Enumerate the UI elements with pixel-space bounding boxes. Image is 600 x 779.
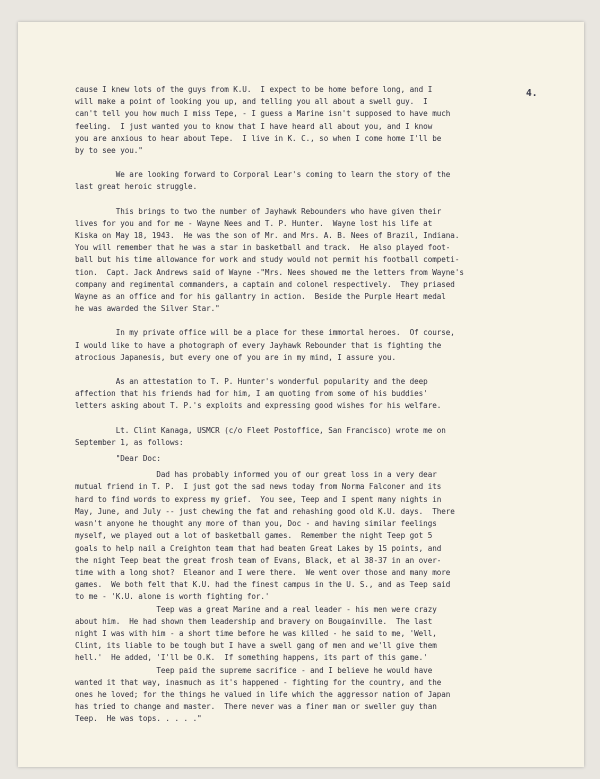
text-line: wasn't anyone he thought any more of than you, Doc - and having similar feelings [75, 519, 437, 529]
text-line: goals to help nail a Creighton team that had beaten Great Lakes by 15 points, and [75, 543, 442, 553]
text-line: to me - 'K.U. alone is worth fighting for.' [75, 592, 270, 602]
text-line: can't tell you how much I miss Tepe, - I guess a Marine isn't supposed to have much [75, 109, 451, 119]
text-line: affection that his friends had for him, I am quoting from some of his buddies' [75, 389, 428, 399]
text-line: Clint, its liable to be tough but I have a swell gang of men and we'll give them [75, 641, 437, 651]
text-line: night I was with him - a short time before he was killed - he said to me, 'Well, [75, 628, 437, 638]
text-line: myself, we played out a lot of basketball games. Remember the night Teep got 5 [75, 531, 433, 541]
text-line: has tried to change and master. There never was a finer man or sweller guy than [75, 702, 437, 712]
text-line: the night Teep beat the great frosh team of Evans, Black, et al 38-37 in an over- [75, 555, 442, 565]
text-line: Teep. He was tops. . . . ." [75, 714, 202, 724]
text-line: September 1, as follows: [75, 437, 184, 447]
text-line: atrocious Japanesis, but every one of you are in my mind, I assure you. [75, 352, 397, 362]
text-line: You will remember that he was a star in basketball and track. He also played foot- [75, 243, 451, 253]
text-line: mutual friend in T. P. I just got the sad news today from Norma Falconer and its [75, 482, 442, 492]
paragraph-wayne-nees [75, 206, 570, 316]
text-line: May, June, and July -- just chewing the fat and rehashing good old K.U. days. There [75, 506, 455, 516]
paragraph-attestation [75, 376, 570, 413]
text-line: Lt. Clint Kanaga, USMCR (c/o Fleet Postoffice, San Francisco) wrote me on [75, 425, 446, 435]
text-line: games. We both felt that K.U. had the finest campus in the U. S., and as Teep said [75, 580, 451, 590]
text-line: tion. Capt. Jack Andrews said of Wayne -"Mrs. Nees showed me the letters from Wayne's [75, 267, 464, 277]
text-line: In my private office will be a place for these immortal heroes. Of course, [75, 328, 455, 338]
text-line: about him. He had shown them leadership and bravery on Bougainville. The last [75, 616, 433, 626]
letter-paragraph [75, 469, 570, 603]
text-line: As an attestation to T. P. Hunter's wonderful popularity and the deep [75, 377, 428, 387]
paragraph-private-office [75, 327, 570, 364]
letter-paragraph [75, 604, 570, 665]
text-line: Dad has probably informed you of our great loss in a very dear [75, 470, 437, 480]
text-line: last great heroic struggle. [75, 182, 198, 192]
text-line: time with a long shot? Eleanor and I were there. We went over those and many more [75, 567, 451, 577]
text-line: Teep was a great Marine and a real leader - his men were crazy [75, 604, 437, 614]
text-line: Wayne as an office and for his gallantry in action. Beside the Purple Heart medal [75, 292, 446, 302]
text-line: hell.' He added, 'I'll be O.K. If something happens, its part of this game.' [75, 653, 428, 663]
text-line: you are anxious to hear about Tepe. I live in K. C., so when I come home I'll be [75, 133, 442, 143]
text-line: letters asking about T. P.'s exploits and expressing good wishes for his welfare. [75, 401, 442, 411]
paragraph-corporal-lear [75, 169, 570, 193]
text-line: Teep paid the supreme sacrifice - and I believe he would have [75, 665, 433, 675]
paragraph-continued-quote [75, 84, 570, 157]
text-line: he was awarded the Silver Star." [75, 304, 220, 314]
letter-salutation [75, 453, 570, 465]
letter-body [75, 84, 570, 726]
letter-paragraph [75, 665, 570, 726]
page-number: 4. [526, 88, 538, 99]
text-line: will make a point of looking you up, and telling you all about a swell guy. I [75, 97, 428, 107]
text-line: hard to find words to express my grief. You see, Teep and I spent many nights in [75, 494, 442, 504]
text-line: I would like to have a photograph of every Jayhawk Rebounder that is fighting the [75, 340, 442, 350]
text-line: This brings to two the number of Jayhawk Rebounders who have given their [75, 206, 442, 216]
text-line: cause I knew lots of the guys from K.U. I expect to be home before long, and I [75, 85, 433, 94]
text-line: wanted it that way, inasmuch as it's happened - fighting for the country, and the [75, 677, 442, 687]
paragraph-kanaga-intro [75, 425, 570, 449]
text-line: Kiska on May 18, 1943. He was the son of Mr. and Mrs. A. B. Nees of Brazil, Indiana. [75, 231, 460, 241]
text-line: ones he loved; for the things he valued in life which the aggressor nation of Japan [75, 689, 451, 699]
text-line: company and regimental commanders, a captain and colonel respectively. They priased [75, 279, 455, 289]
text-line: "Dear Doc: [75, 454, 161, 464]
text-line: ball but his time allowance for work and study would not permit his football competi- [75, 255, 460, 265]
text-line: feeling. I just wanted you to know that I have heard all about you, and I know [75, 121, 433, 131]
text-line: lives for you and for me - Wayne Nees and T. P. Hunter. Wayne lost his life at [75, 218, 433, 228]
text-line: We are looking forward to Corporal Lear's coming to learn the story of the [75, 170, 451, 180]
text-line: by to see you." [75, 146, 143, 156]
